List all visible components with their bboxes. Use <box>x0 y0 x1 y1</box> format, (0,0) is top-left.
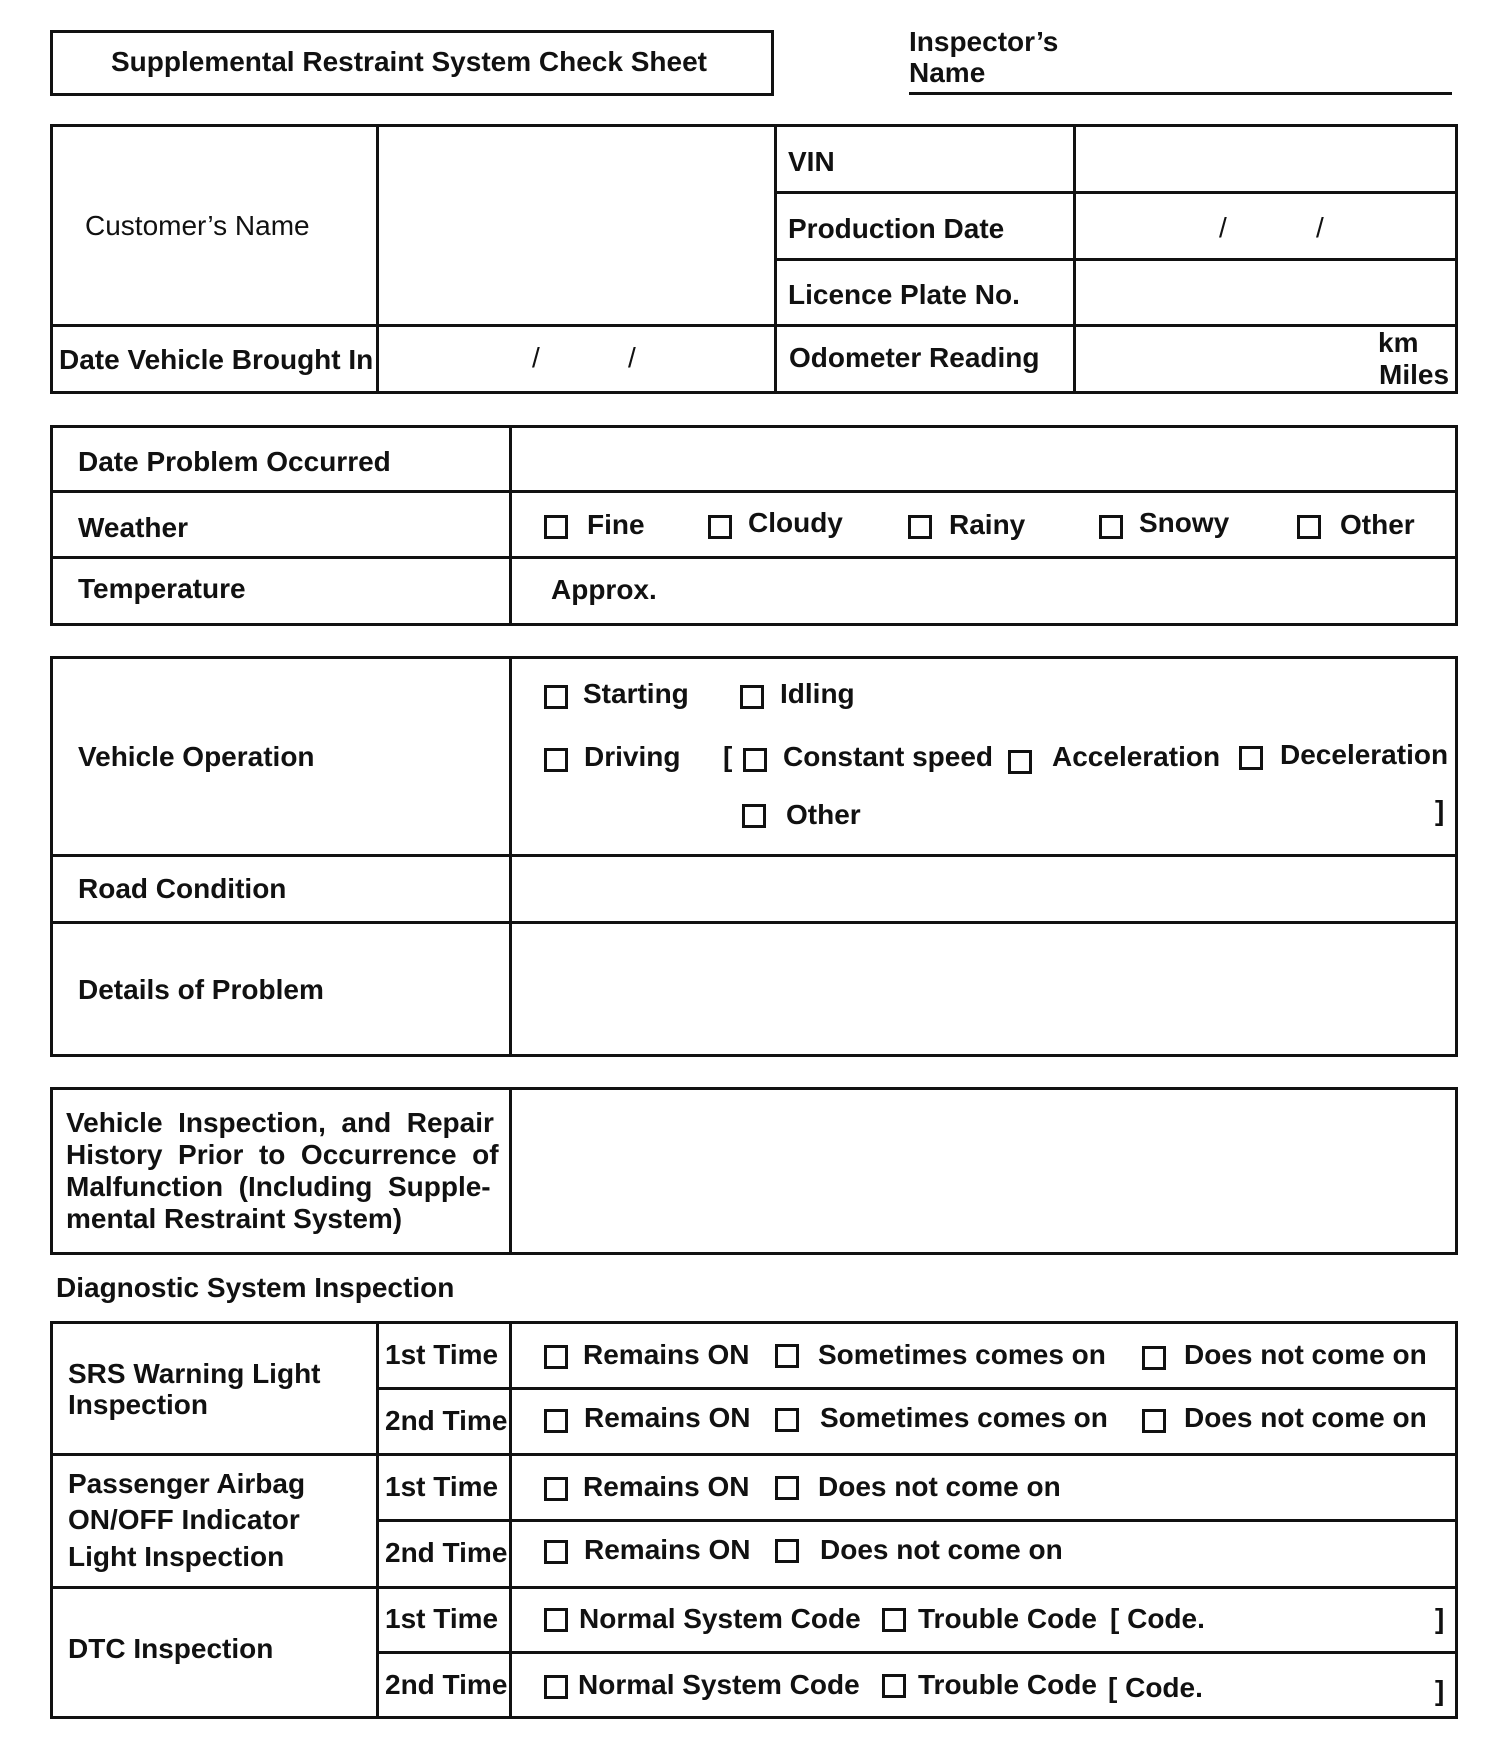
diagnostic-section-title: Diagnostic System Inspection <box>56 1272 455 1303</box>
customer-name-label: Customer’s Name <box>85 210 310 241</box>
srs-1st-remains-on-label: Remains ON <box>583 1339 750 1370</box>
srs-2nd-remains-on-checkbox[interactable] <box>544 1409 568 1433</box>
date-problem-field[interactable] <box>512 428 1455 488</box>
starting-checkbox[interactable] <box>544 685 568 709</box>
srs-2nd-sometimes-checkbox[interactable] <box>775 1408 799 1432</box>
unit-miles: Miles <box>1379 359 1450 390</box>
acceleration-label: Acceleration <box>1052 741 1221 772</box>
dtc-2nd-trouble-label: Trouble Code <box>918 1669 1097 1700</box>
operation-close-bracket: ] <box>1435 795 1445 826</box>
production-date-label: Production Date <box>788 213 1005 244</box>
constant-speed-label: Constant speed <box>783 741 994 772</box>
weather-fine-checkbox[interactable] <box>544 515 568 539</box>
passenger-label-line3: Light Inspection <box>68 1541 285 1572</box>
history-label-line1: Vehicle Inspection, and Repair <box>66 1107 494 1138</box>
passenger-2nd-remains-on-label: Remains ON <box>584 1534 751 1565</box>
passenger-1st-does-not-checkbox[interactable] <box>775 1476 799 1500</box>
details-label: Details of Problem <box>78 974 324 1005</box>
brought-in-slash-2: / <box>628 342 636 373</box>
dtc-1st-trouble-label: Trouble Code <box>918 1603 1097 1634</box>
dtc-2nd-time: 2nd Time <box>385 1669 508 1700</box>
inspector-name-field[interactable] <box>909 92 1452 95</box>
passenger-2nd-does-not-checkbox[interactable] <box>775 1539 799 1563</box>
srs-label-line2: Inspection <box>68 1389 209 1420</box>
weather-cloudy-checkbox[interactable] <box>708 515 732 539</box>
deceleration-checkbox[interactable] <box>1239 746 1263 770</box>
srs-2nd-remains-on-label: Remains ON <box>584 1402 751 1433</box>
passenger-label-line2: ON/OFF Indicator <box>68 1504 300 1535</box>
licence-plate-label: Licence Plate No. <box>788 279 1020 310</box>
dtc-1st-normal-checkbox[interactable] <box>544 1608 568 1632</box>
vin-field[interactable] <box>1076 127 1455 189</box>
idling-checkbox[interactable] <box>740 685 764 709</box>
temperature-approx: Approx. <box>551 574 657 605</box>
history-field[interactable] <box>512 1090 1455 1252</box>
inspector-label-line2: Name <box>909 57 986 88</box>
dtc-2nd-code-close: ] <box>1435 1675 1445 1706</box>
srs-1st-does-not-label: Does not come on <box>1184 1339 1427 1370</box>
srs-1st-sometimes-checkbox[interactable] <box>775 1344 799 1368</box>
unit-km: km <box>1378 327 1419 358</box>
weather-cloudy-label: Cloudy <box>748 507 843 538</box>
weather-rainy-label: Rainy <box>949 509 1026 540</box>
srs-1st-does-not-checkbox[interactable] <box>1142 1346 1166 1370</box>
vin-label: VIN <box>788 146 835 177</box>
driving-checkbox[interactable] <box>544 748 568 772</box>
production-date-slash-2: / <box>1316 212 1324 243</box>
odometer-label: Odometer Reading <box>789 342 1040 373</box>
srs-2nd-time: 2nd Time <box>385 1405 508 1436</box>
passenger-1st-remains-on-label: Remains ON <box>583 1471 750 1502</box>
idling-label: Idling <box>780 678 855 709</box>
weather-other-label: Other <box>1340 509 1415 540</box>
dtc-2nd-normal-label: Normal System Code <box>578 1669 860 1700</box>
dtc-1st-time: 1st Time <box>385 1603 499 1634</box>
production-date-slash-1: / <box>1219 212 1227 243</box>
dtc-1st-trouble-checkbox[interactable] <box>882 1608 906 1632</box>
constant-speed-checkbox[interactable] <box>743 748 767 772</box>
dtc-1st-normal-label: Normal System Code <box>579 1603 861 1634</box>
acceleration-checkbox[interactable] <box>1008 750 1032 774</box>
dtc-1st-code-open: [ Code. <box>1110 1603 1205 1634</box>
passenger-1st-time: 1st Time <box>385 1471 499 1502</box>
temperature-label: Temperature <box>78 573 246 604</box>
weather-fine-label: Fine <box>587 509 645 540</box>
weather-other-checkbox[interactable] <box>1297 515 1321 539</box>
srs-2nd-sometimes-label: Sometimes comes on <box>820 1402 1108 1433</box>
dtc-1st-code-close: ] <box>1435 1603 1445 1634</box>
weather-snowy-label: Snowy <box>1139 507 1230 538</box>
dtc-2nd-normal-checkbox[interactable] <box>544 1675 568 1699</box>
vehicle-operation-label: Vehicle Operation <box>78 741 315 772</box>
deceleration-label: Deceleration <box>1280 739 1449 770</box>
licence-plate-field[interactable] <box>1076 261 1455 322</box>
dtc-2nd-trouble-checkbox[interactable] <box>882 1674 906 1698</box>
dtc-2nd-code-open: [ Code. <box>1108 1672 1203 1703</box>
dtc-label: DTC Inspection <box>68 1633 274 1664</box>
srs-2nd-does-not-checkbox[interactable] <box>1142 1409 1166 1433</box>
date-brought-in-label: Date Vehicle Brought In <box>59 344 374 375</box>
srs-2nd-does-not-label: Does not come on <box>1184 1402 1427 1433</box>
history-label-line4: mental Restraint System) <box>66 1203 403 1234</box>
details-field[interactable] <box>512 924 1455 1054</box>
srs-1st-sometimes-label: Sometimes comes on <box>818 1339 1106 1370</box>
driving-label: Driving <box>584 741 681 772</box>
brought-in-slash-1: / <box>532 342 540 373</box>
road-condition-label: Road Condition <box>78 873 287 904</box>
driving-open-bracket: [ <box>723 741 733 772</box>
customer-name-field[interactable] <box>379 127 771 322</box>
road-condition-field[interactable] <box>512 857 1455 919</box>
history-label-line2: History Prior to Occurrence of <box>66 1139 499 1170</box>
history-label-line3: Malfunction (Including Supple- <box>66 1171 491 1202</box>
date-problem-label: Date Problem Occurred <box>78 446 391 477</box>
inspector-label-line1: Inspector’s <box>909 26 1059 57</box>
srs-label-line1: SRS Warning Light <box>68 1358 321 1389</box>
passenger-2nd-does-not-label: Does not come on <box>820 1534 1063 1565</box>
operation-other-label: Other <box>786 799 861 830</box>
form-title: Supplemental Restraint System Check Sheet <box>111 46 707 77</box>
passenger-label-line1: Passenger Airbag <box>68 1468 306 1499</box>
starting-label: Starting <box>583 678 689 709</box>
srs-1st-time: 1st Time <box>385 1339 499 1370</box>
srs-1st-remains-on-checkbox[interactable] <box>544 1345 568 1369</box>
weather-snowy-checkbox[interactable] <box>1099 515 1123 539</box>
passenger-2nd-time: 2nd Time <box>385 1537 508 1568</box>
weather-label: Weather <box>78 512 188 543</box>
weather-rainy-checkbox[interactable] <box>908 515 932 539</box>
passenger-1st-does-not-label: Does not come on <box>818 1471 1061 1502</box>
passenger-2nd-remains-on-checkbox[interactable] <box>544 1540 568 1564</box>
passenger-1st-remains-on-checkbox[interactable] <box>544 1477 568 1501</box>
operation-other-checkbox[interactable] <box>742 804 766 828</box>
